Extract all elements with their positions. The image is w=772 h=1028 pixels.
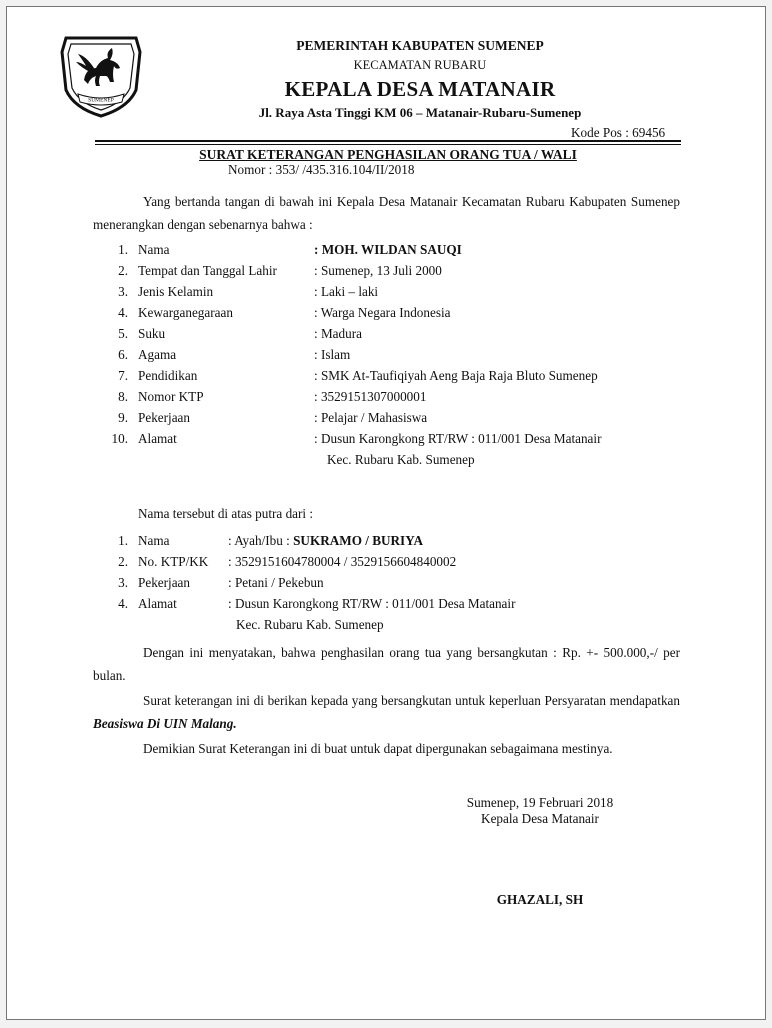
- person-field-label: Jenis Kelamin: [138, 284, 214, 299]
- letter-number: Nomor : 353/ /435.316.104/II/2018: [228, 162, 415, 177]
- person-field-label: Kewarganegaraan: [138, 305, 233, 320]
- parent-field-value: [228, 554, 456, 570]
- letterhead-rule-thick: [95, 140, 681, 142]
- person-field-value: : MOH. WILDAN SAUQI: [314, 242, 462, 257]
- person-row-number: 9.: [118, 410, 128, 425]
- parent-field-value: [228, 596, 515, 612]
- income-text: Dengan ini menyatakan, bahwa penghasilan orang tua yang bersangkutan : Rp. +- 500.000,-/ per bulan.: [93, 645, 680, 683]
- parent-field-label: Alamat: [138, 596, 177, 611]
- parent-field-label: Pekerjaan: [138, 575, 190, 590]
- person-field-value: : Dusun Karongkong RT/RW : 011/001 Desa Matanair: [314, 431, 602, 446]
- person-field-label: Pekerjaan: [138, 410, 190, 425]
- regency-emblem-icon: [56, 32, 146, 120]
- parent-row-number: 2.: [118, 554, 128, 569]
- intro-paragraph: [93, 190, 680, 236]
- person-field-label: Nama: [138, 242, 170, 257]
- person-field-label: Agama: [138, 347, 177, 362]
- person-field-label: Nomor KTP: [138, 389, 204, 404]
- person-field-value: : SMK At-Taufiqiyah Aeng Baja Raja Bluto Sumenep: [314, 368, 598, 383]
- person-field-label: Suku: [138, 326, 166, 341]
- person-row-number: 8.: [118, 389, 128, 404]
- parent-field-value: [228, 533, 423, 549]
- emblem-text: SUMENEP: [88, 97, 114, 104]
- person-row-number: 6.: [118, 347, 128, 362]
- person-row-number: 1.: [118, 242, 128, 257]
- person-field-value: : Islam: [314, 347, 351, 362]
- parent-field-text: : 3529151604780004 / 3529156604840002: [228, 554, 457, 569]
- letterhead-government: PEMERINTAH KABUPATEN SUMENEP: [296, 38, 544, 53]
- parent-field-prefix: : Ayah/Ibu :: [228, 533, 294, 548]
- parent-field-value: [228, 575, 324, 591]
- person-field-value: : Sumenep, 13 Juli 2000: [314, 263, 442, 278]
- parent-field-text: : Dusun Karongkong RT/RW : 011/001 Desa Matanair: [228, 596, 516, 611]
- person-row-number: 7.: [118, 368, 128, 383]
- person-field-label: Pendidikan: [138, 368, 198, 383]
- closing-text: Demikian Surat Keterangan ini di buat untuk dapat dipergunakan sebagaimana mestinya.: [143, 741, 613, 756]
- person-field-value: : Laki – laki: [314, 284, 379, 299]
- person-field-value: : 3529151307000001: [314, 389, 427, 404]
- person-field-value: : Pelajar / Mahasiswa: [314, 410, 428, 425]
- signature-place-date: Sumenep, 19 Februari 2018: [466, 795, 614, 810]
- parent-field-text: SUKRAMO / BURIYA: [293, 533, 424, 548]
- parent-row-number: 1.: [118, 533, 128, 548]
- purpose-paragraph: [93, 689, 680, 735]
- postal-code: Kode Pos : 69456: [571, 125, 666, 140]
- scholarship-emphasis: Beasiswa Di UIN Malang.: [93, 716, 237, 731]
- income-paragraph: [93, 641, 680, 687]
- letterhead-rule-thin: [95, 144, 681, 145]
- signature-position: Kepala Desa Matanair: [481, 811, 599, 826]
- person-field-value: : Warga Negara Indonesia: [314, 305, 451, 320]
- parent-row-number: 3.: [118, 575, 128, 590]
- intro-text: Yang bertanda tangan di bawah ini Kepala Desa Matanair Kecamatan Rubaru Kabupaten Sumenep menerangkan dengan sebenarnya bahwa :: [93, 194, 680, 232]
- person-row-number: 2.: [118, 263, 128, 278]
- person-row-number: 5.: [118, 326, 128, 341]
- parent-field-text: : Petani / Pekebun: [228, 575, 324, 590]
- parent-row-number: 4.: [118, 596, 128, 611]
- person-field-label: Alamat: [138, 431, 177, 446]
- person-field-label: Tempat dan Tanggal Lahir: [138, 263, 277, 278]
- signatory-name: GHAZALI, SH: [496, 892, 584, 907]
- person-row-number: 4.: [118, 305, 128, 320]
- letterhead-address: Jl. Raya Asta Tinggi KM 06 – Matanair-Rubaru-Sumenep: [258, 105, 582, 120]
- person-row-number: 10.: [111, 431, 128, 446]
- parents-address-continued: Kec. Rubaru Kab. Sumenep: [236, 617, 384, 632]
- parents-intro: Nama tersebut di atas putra dari :: [138, 506, 314, 521]
- person-address-continued: Kec. Rubaru Kab. Sumenep: [327, 452, 475, 467]
- letterhead-village-head: KEPALA DESA MATANAIR: [284, 77, 556, 101]
- parent-field-label: Nama: [138, 533, 170, 548]
- closing-paragraph: [93, 737, 680, 760]
- letterhead-district: KECAMATAN RUBARU: [353, 58, 487, 72]
- letter-title: SURAT KETERANGAN PENGHASILAN ORANG TUA / WALI: [199, 147, 577, 162]
- purpose-text: Surat keterangan ini di berikan kepada yang bersangkutan untuk keperluan Persyaratan mendapatkan: [143, 693, 680, 708]
- person-field-value: : Madura: [314, 326, 362, 341]
- person-row-number: 3.: [118, 284, 128, 299]
- parent-field-label: No. KTP/KK: [138, 554, 209, 569]
